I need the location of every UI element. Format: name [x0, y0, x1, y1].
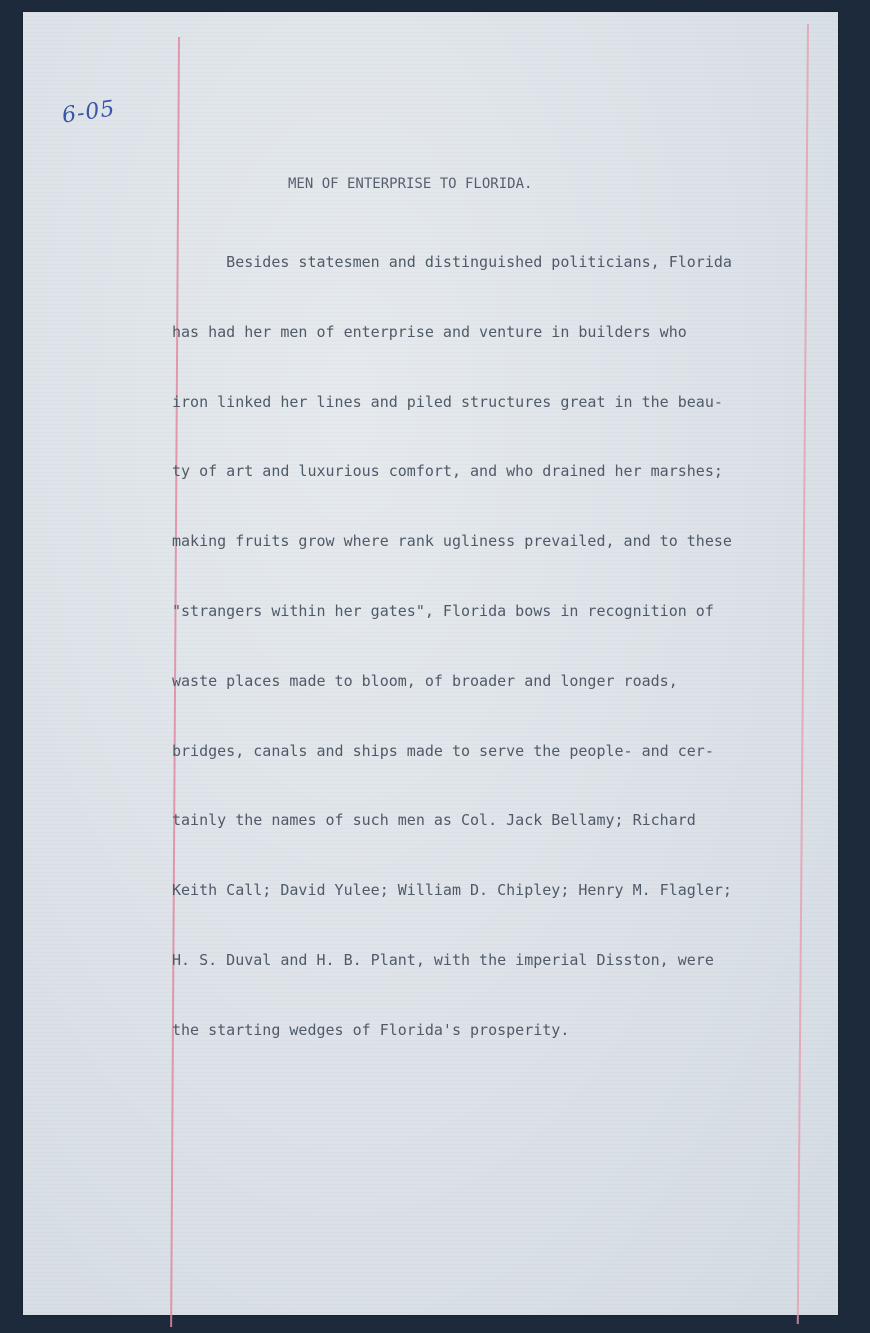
text-line: tainly the names of such men as Col. Jack Bellamy; Richard: [172, 811, 696, 830]
text-line: ty of art and luxurious comfort, and who drained her marshes;: [172, 462, 723, 481]
text-line: has had her men of enterprise and venture in builders who: [172, 322, 687, 341]
text-line: bridges, canals and ships made to serve the people- and cer-: [172, 741, 714, 760]
document-title: MEN OF ENTERPRISE TO FLORIDA.: [288, 176, 533, 192]
right-margin-rule: [797, 24, 809, 1324]
body-paragraph: [172, 210, 792, 1066]
handwritten-page-number: 6-05: [60, 96, 117, 129]
text-line: waste places made to bloom, of broader and longer roads,: [172, 671, 678, 690]
text-line: iron linked her lines and piled structures great in the beau-: [172, 392, 723, 411]
text-line: Keith Call; David Yulee; William D. Chipley; Henry M. Flagler;: [172, 881, 732, 900]
text-line: Besides statesmen and distinguished politicians, Florida: [172, 253, 732, 271]
text-line: "strangers within her gates", Florida bows in recognition of: [172, 601, 714, 620]
text-line: making fruits grow where rank ugliness prevailed, and to these: [172, 532, 732, 551]
text-line: the starting wedges of Florida's prosperity.: [172, 1020, 570, 1039]
text-line: H. S. Duval and H. B. Plant, with the imperial Disston, were: [172, 950, 714, 969]
